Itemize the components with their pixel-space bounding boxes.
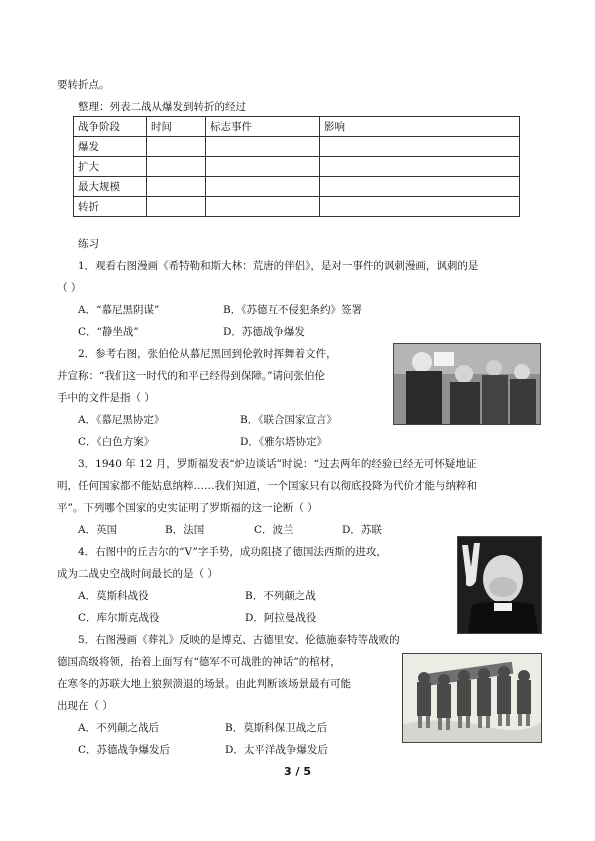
q2-option-c: C．《白色方案》 bbox=[78, 436, 155, 448]
q1-option-c: C．“静坐战” bbox=[78, 326, 139, 338]
q3-option-b: B．法国 bbox=[165, 524, 205, 536]
q2-option-b: B．《联合国家宣言》 bbox=[240, 414, 337, 426]
q5-option-d: D．太平洋战争爆发后 bbox=[225, 744, 328, 756]
chamberlain-photo-image bbox=[394, 344, 540, 424]
table-cell bbox=[147, 177, 206, 197]
q1-stem-cont: （ ） bbox=[57, 282, 82, 294]
table-cell bbox=[206, 197, 320, 217]
q4-option-a: A．莫斯科战役 bbox=[78, 590, 149, 602]
q1-option-a: A．“慕尼黑阴谋” bbox=[78, 304, 160, 316]
q1-stem: 1．观看右图漫画《希特勒和斯大林：荒唐的伴侣》，是对一事件的讽刺漫画，讽刺的是 bbox=[78, 260, 479, 272]
q3-option-a: A．英国 bbox=[78, 524, 118, 536]
table-cell bbox=[320, 157, 520, 177]
q5-stem-cont: 德国高级将领，抬着上面写有“德军不可战胜的神话”的棺材， bbox=[57, 656, 341, 668]
q1-option-d: D．苏德战争爆发 bbox=[223, 326, 305, 338]
q2-stem: 2．参考右图，张伯伦从慕尼黑回到伦敦时挥舞着文件， bbox=[78, 348, 337, 360]
funeral-cartoon bbox=[402, 653, 542, 743]
q5-option-b: B．莫斯科保卫战之后 bbox=[225, 722, 328, 734]
q4-option-c: C．库尔斯克战役 bbox=[78, 612, 160, 624]
q2-option-a: A．《慕尼黑协定》 bbox=[78, 414, 165, 426]
churchill-photo bbox=[457, 536, 542, 634]
table-header-cell: 战争阶段 bbox=[74, 117, 147, 137]
q2-stem-cont: 手中的文件是指（ ） bbox=[57, 392, 155, 404]
section-heading: 练习 bbox=[78, 238, 99, 250]
q4-stem-cont: 成为二战史空战时间最长的是（ ） bbox=[57, 568, 218, 580]
table-row bbox=[74, 157, 520, 177]
q5-stem-cont: 出现在（ ） bbox=[57, 700, 113, 712]
q5-option-a: A．不列颠之战后 bbox=[78, 722, 160, 734]
q1-option-b: B．《苏德互不侵犯条约》签署 bbox=[223, 304, 362, 316]
table-cell bbox=[147, 197, 206, 217]
table-header-cell: 标志事件 bbox=[206, 117, 320, 137]
churchill-photo-image bbox=[458, 537, 541, 633]
funeral-cartoon-image bbox=[403, 654, 541, 742]
table-title: 整理：列表二战从爆发到转折的经过 bbox=[78, 101, 246, 113]
table-cell bbox=[320, 137, 520, 157]
table-header-cell: 时间 bbox=[147, 117, 206, 137]
q3-stem-cont: 平”。下列哪个国家的史实证明了罗斯福的这一论断（ ） bbox=[57, 502, 318, 514]
q5-option-c: C．苏德战争爆发后 bbox=[78, 744, 171, 756]
q5-stem: 5．右图漫画《葬礼》反映的是博克、古德里安、伦德施泰特等战败的 bbox=[78, 634, 400, 646]
q3-option-d: D．苏联 bbox=[342, 524, 382, 536]
table-row-label: 最大规模 bbox=[74, 177, 147, 197]
intro-tail: 要转折点。 bbox=[57, 79, 110, 91]
table-row bbox=[74, 197, 520, 217]
q2-stem-cont: 并宣称：“我们这一时代的和平已经得到保障。”请问张伯伦 bbox=[57, 370, 325, 382]
q4-option-d: D．阿拉曼战役 bbox=[245, 612, 317, 624]
table-row-label: 转折 bbox=[74, 197, 147, 217]
table-header-row bbox=[74, 117, 520, 137]
q4-option-b: B．不列颠之战 bbox=[245, 590, 316, 602]
table-cell bbox=[147, 137, 206, 157]
q4-stem: 4．右图中的丘吉尔的“V”字手势，成功阻挠了德国法西斯的进攻， bbox=[78, 546, 387, 558]
page-number: 3 / 5 bbox=[284, 765, 311, 778]
q3-stem-cont: 明，任何国家都不能姑息纳粹……我们知道，一个国家只有以彻底投降为代价才能与纳粹和 bbox=[57, 480, 477, 492]
table-cell bbox=[206, 157, 320, 177]
table-cell bbox=[320, 177, 520, 197]
table-header-cell: 影响 bbox=[320, 117, 520, 137]
table-row-label: 扩大 bbox=[74, 157, 147, 177]
chamberlain-photo bbox=[393, 343, 541, 425]
summary-table bbox=[73, 116, 520, 217]
table-row bbox=[74, 177, 520, 197]
q5-stem-cont: 在寒冬的苏联大地上狼狈溃退的场景。由此判断该场景最有可能 bbox=[57, 678, 351, 690]
table-cell bbox=[206, 137, 320, 157]
q3-option-c: C．波兰 bbox=[254, 524, 294, 536]
table-cell bbox=[320, 197, 520, 217]
table-row bbox=[74, 137, 520, 157]
table-row-label: 爆发 bbox=[74, 137, 147, 157]
table-cell bbox=[206, 177, 320, 197]
q3-stem: 3．1940 年 12 月，罗斯福发表“炉边谈话”时说：“过去两年的经验已经无可怀疑地证 bbox=[78, 458, 477, 470]
q2-option-d: D．《雅尔塔协定》 bbox=[240, 436, 328, 448]
table-cell bbox=[147, 157, 206, 177]
